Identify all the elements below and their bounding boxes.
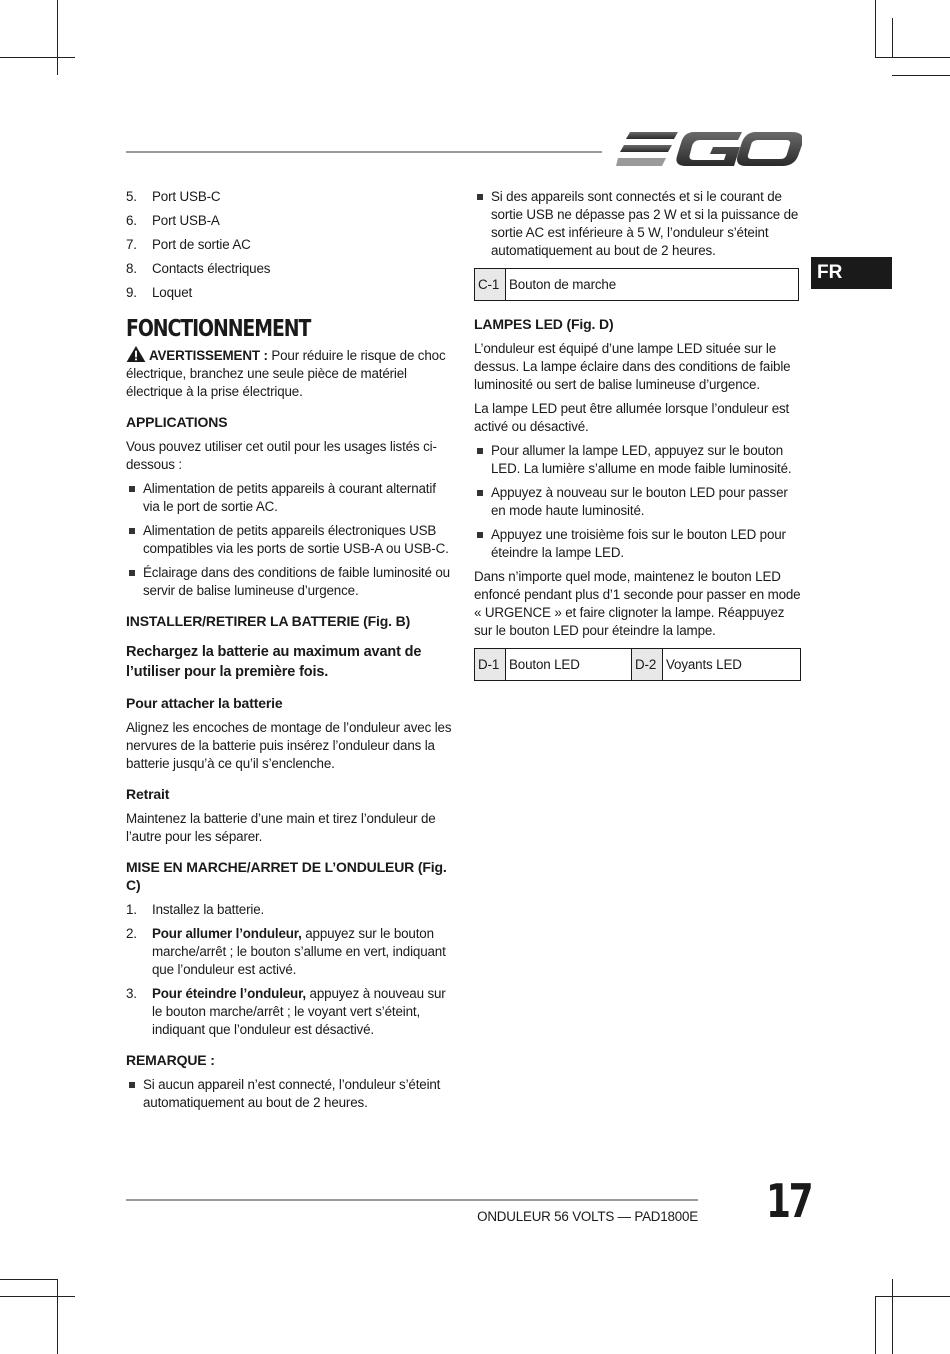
crop-mark	[0, 57, 75, 58]
reference-table-c	[474, 268, 799, 301]
list-item: Pour allumer la lampe LED, appuyez sur le bouton LED. La lumière s’allume en mode faible luminosité.	[474, 442, 802, 478]
language-tab: FR	[811, 257, 892, 289]
warning-label: AVERTISSEMENT :	[149, 348, 268, 363]
crop-mark	[892, 18, 893, 58]
table-cell-label: Voyants LED	[663, 649, 801, 681]
remark-list-continued	[474, 188, 802, 260]
remark-list	[126, 1076, 452, 1112]
table-cell-code: C-1	[475, 269, 506, 301]
crop-mark	[875, 57, 950, 58]
footer-text: ONDULEUR 56 VOLTS — PAD1800E	[477, 1209, 698, 1224]
power-heading: MISE EN MARCHE/ARRET DE L’ONDULEUR (Fig. C)	[126, 859, 447, 893]
list-item: 1. Installez la batterie.	[126, 902, 265, 917]
table-cell-code: D-2	[632, 649, 663, 681]
led-paragraph: L’onduleur est équipé d’une lampe LED située sur le dessus. La lampe éclaire dans des conditions de faible luminosité ou sert de balise lumineuse d’urgence.	[474, 341, 791, 392]
reference-table-d	[474, 648, 801, 681]
list-item: Alimentation de petits appareils à courant alternatif via le port de sortie AC.	[126, 480, 452, 516]
remove-heading: Retrait	[126, 786, 170, 802]
crop-mark	[875, 1296, 876, 1354]
right-column	[474, 188, 802, 695]
parts-list	[126, 188, 452, 302]
applications-list	[126, 480, 452, 600]
crop-mark	[57, 1279, 58, 1354]
header-rule	[126, 151, 602, 153]
list-item: 6. Port USB-A	[126, 213, 220, 228]
crop-mark	[0, 1296, 75, 1297]
remove-text: Maintenez la batterie d’une main et tirez l’onduleur de l’autre pour les séparer.	[126, 811, 436, 844]
list-item: Appuyez à nouveau sur le bouton LED pour passer en mode haute luminosité.	[474, 484, 802, 520]
power-steps	[126, 901, 452, 1039]
list-item: 2. Pour allumer l’onduleur, appuyez sur le bouton marche/arrêt ; le bouton s’allume en vert, indiquant que l’onduleur est activé.	[126, 926, 446, 977]
remark-heading: REMARQUE :	[126, 1052, 215, 1068]
list-item: Si aucun appareil n’est connecté, l’onduleur s’éteint automatiquement au bout de 2 heures.	[126, 1076, 452, 1112]
warning-icon	[126, 346, 146, 362]
left-column	[126, 188, 452, 1118]
led-heading: LAMPES LED (Fig. D)	[474, 316, 614, 332]
led-paragraph: Dans n’importe quel mode, maintenez le bouton LED enfoncé pendant plus d’1 seconde pour passer en mode « URGENCE » et faire clignoter la lampe. Réappuyez sur le bouton LED pour éteindre la lampe.	[474, 569, 801, 638]
list-item: Si des appareils sont connectés et si le courant de sortie USB ne dépasse pas 2 W et si la puissance de sortie AC est inférieure à 5 W, l’onduleur s’éteint automatiquement au bout de 2 heures.	[474, 188, 802, 260]
list-item: 9. Loquet	[126, 285, 193, 300]
crop-mark	[875, 1296, 950, 1297]
crop-mark	[892, 75, 950, 76]
applications-heading: APPLICATIONS	[126, 414, 228, 430]
led-paragraph: La lampe LED peut être allumée lorsque l’onduleur est activé ou désactivé.	[474, 401, 790, 434]
footer-rule	[126, 1199, 698, 1201]
ego-logo	[616, 128, 802, 172]
warning-paragraph	[126, 346, 452, 401]
crop-mark	[57, 0, 58, 75]
battery-note: Rechargez la batterie au maximum avant de l’utiliser pour la première fois.	[126, 644, 422, 680]
applications-intro: Vous pouvez utiliser cet outil pour les usages listés ci-dessous :	[126, 439, 437, 472]
list-item: 5. Port USB-C	[126, 189, 221, 204]
led-steps	[474, 442, 802, 562]
table-cell-label: Bouton de marche	[506, 269, 799, 301]
battery-heading: INSTALLER/RETIRER LA BATTERIE (Fig. B)	[126, 613, 411, 629]
list-item: 8. Contacts électriques	[126, 261, 271, 276]
warning-text: Pour réduire le risque de choc électrique, branchez une seule pièce de matériel électrique à la prise électrique.	[126, 348, 446, 399]
crop-mark	[875, 0, 876, 58]
section-title: FONCTIONNEMENT	[126, 316, 311, 342]
list-item: Alimentation de petits appareils électroniques USB compatibles via les ports de sortie USB-A ou USB-C.	[126, 522, 452, 558]
crop-mark	[0, 1279, 57, 1280]
list-item: Éclairage dans des conditions de faible luminosité ou servir de balise lumineuse d’urgence.	[126, 564, 452, 600]
attach-text: Alignez les encoches de montage de l’onduleur avec les nervures de la batterie puis insérez l’onduleur dans la batterie jusqu’à ce qu’il s’enclenche.	[126, 720, 452, 771]
list-item: 7. Port de sortie AC	[126, 237, 251, 252]
list-item: 3. Pour éteindre l’onduleur, appuyez à nouveau sur le bouton marche/arrêt ; le voyant vert s’éteint, indiquant que l’onduleur est désactivé.	[126, 986, 446, 1037]
attach-heading: Pour attacher la batterie	[126, 695, 283, 711]
table-cell-code: D-1	[475, 649, 506, 681]
table-cell-label: Bouton LED	[506, 649, 632, 681]
crop-mark	[892, 1279, 893, 1354]
list-item: Appuyez une troisième fois sur le bouton LED pour éteindre la lampe LED.	[474, 526, 802, 562]
page-number: 17	[766, 1174, 812, 1228]
